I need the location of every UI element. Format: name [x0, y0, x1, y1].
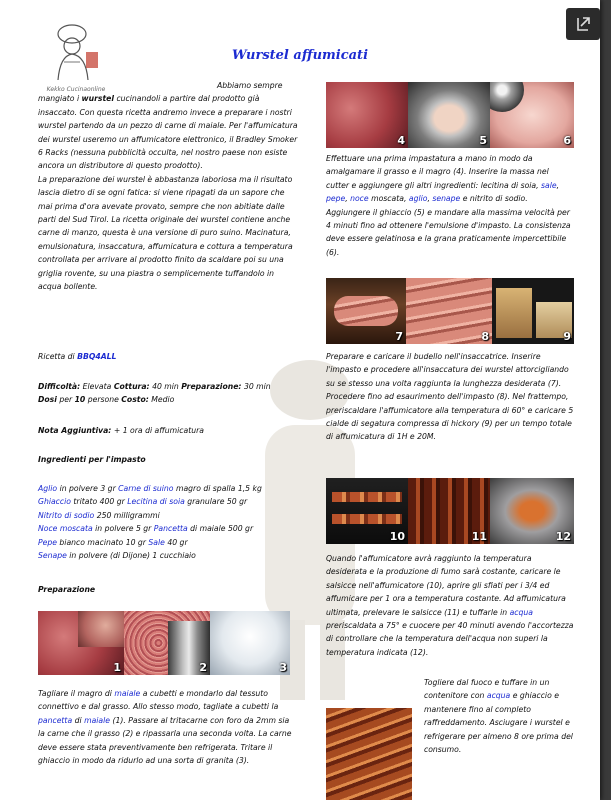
ingredient-line — [38, 495, 300, 508]
doses-prefix: per — [59, 395, 73, 405]
ingredient-text: 250 milligrammi — [94, 510, 160, 520]
step2-text: e nitrito di sodio. Aggiungere il ghiaccio (5) e mandare alla massima velocità per 4 minuti fino ad ottenere l'emulsione d'impasto. La consistenza deve essere gelatinosa e la grana praticamente impercettibile (6). — [326, 194, 571, 257]
ingredient-link[interactable]: Ghiaccio — [38, 497, 71, 507]
prep-title — [38, 583, 298, 596]
step1-paragraph — [38, 687, 296, 767]
doses-unit: persone — [87, 395, 119, 405]
step-4-text — [326, 552, 574, 659]
ingredient-line — [38, 536, 300, 549]
author-label: Ricetta di — [38, 352, 75, 361]
notes-text: + 1 ora di affumicatura — [113, 426, 204, 435]
step5-text: Togliere dal fuoco e tuffare in un contenitore con — [424, 678, 550, 701]
notes-line — [38, 424, 298, 437]
photo-9-hickory-bisquettes — [492, 278, 574, 344]
step4-paragraph — [326, 552, 574, 659]
recipe-meta — [38, 380, 300, 407]
ingredient-link[interactable]: Nitrito di sodio — [38, 510, 95, 520]
ingredient-link[interactable]: Pepe — [38, 537, 57, 547]
step5-link[interactable]: acqua — [486, 691, 511, 701]
ingredient-line — [38, 482, 300, 495]
step2-link[interactable]: noce — [350, 194, 369, 204]
ingredient-text: bianco macinato 10 gr — [56, 537, 149, 547]
step1-link[interactable]: pancetta — [38, 715, 73, 725]
ingredient-line — [38, 522, 300, 535]
step5-paragraph — [424, 676, 574, 756]
step-5-text — [424, 676, 574, 756]
step2-link[interactable]: aglio — [408, 194, 428, 204]
photo-8-raw-sausages — [406, 278, 492, 344]
photo-3-crushed-ice — [210, 611, 290, 675]
photo-8-number: 8 — [481, 330, 489, 343]
ingredient-line — [38, 549, 300, 562]
photo-10-smoker — [326, 478, 408, 544]
ingredient-link[interactable]: Lecitina di soia — [127, 497, 185, 507]
intro-bold-word: wurstel — [81, 94, 115, 104]
ingredients-list — [38, 482, 300, 562]
step2-paragraph — [326, 152, 572, 259]
photo-2-number: 2 — [199, 661, 207, 674]
step-2-text — [326, 152, 572, 259]
intro-text — [38, 79, 298, 294]
step4-text: Quando l'affumicatore avrà raggiunto la temperatura desiderata e la produzione di fumo sarà costante, caricare le salsicce nell'affumicatore (10), aprire gli sfiati per i 3/4 ed affumicare per 1 ora a temperatura costante. Ad affumicatura ultimata, prelevare le salsicce (11) e tuffarle in — [326, 554, 566, 617]
photo-4-mixed-meat — [326, 82, 408, 148]
step2-link[interactable]: pepe — [326, 194, 346, 204]
expand-icon — [566, 8, 600, 40]
photo-10-number: 10 — [389, 530, 405, 543]
ingredient-text: magro di spalla 1,5 kg — [173, 484, 262, 493]
step1-link[interactable]: maiale — [84, 715, 110, 725]
step2-text: , — [427, 194, 433, 204]
photo-11-number: 11 — [471, 530, 487, 543]
photo-5-number: 5 — [479, 134, 487, 147]
step1-text: di — [72, 715, 85, 725]
prep-label: Preparazione: — [181, 382, 242, 391]
intro-rest: cucinandoli a partire dal prodotto già insaccato. Con questa ricetta andremo invece a preparare i nostri wurstel partendo da un pezzo di carne di maiale. Per l'affumicatura dei wurstel useremo un affumicatore elettronico, il Bradley Smoker 6 Racks (nessuna pubblicità occulta, nel nostro paese non esiste ancora un distributore di questo prodotto). — [38, 94, 298, 171]
ingredient-text: 40 gr — [164, 537, 188, 547]
ingredient-text: tritato 400 gr — [70, 497, 128, 507]
ingredient-text: in polvere (di Dijone) 1 cucchiaio — [66, 551, 196, 561]
ingredient-link[interactable]: Pancetta — [153, 524, 188, 534]
step1-link[interactable]: maiale — [114, 689, 141, 698]
step4-link[interactable]: acqua — [509, 607, 533, 617]
photo-12-number: 12 — [555, 530, 571, 543]
cook-label: Cottura: — [113, 382, 150, 391]
ingredient-line — [38, 509, 300, 522]
ingredient-link[interactable]: Carne di suino — [118, 484, 174, 493]
photo-7-number: 7 — [395, 330, 403, 343]
doses-label: Dosi — [38, 395, 57, 405]
logo-caption: Kekko Cucinaonline — [46, 86, 106, 93]
photo-9-number: 9 — [563, 330, 571, 343]
ingredient-link[interactable]: Noce moscata — [38, 524, 93, 534]
photo-1-diced-meat — [38, 611, 124, 675]
step1-text: a cubetti e mondarlo dal tessuto connettivo e dal grasso. Allo stesso modo, tagliate a cubetti la — [38, 689, 279, 712]
intro-lead: Abbiamo sempre mangiato i — [38, 81, 283, 104]
step2-text: , — [345, 194, 351, 204]
cost-value: Medio — [151, 395, 175, 405]
difficulty-label: Difficoltà: — [38, 382, 81, 391]
photo-6-number: 6 — [563, 134, 571, 147]
step3-text: Preparare e caricare il budello nell'insaccatrice. Inserire l'impasto e procedere all'insaccatura dei wurstel attorcigliando su se stesso una volta raggiunta la lunghezza desiderata (7). Procedere fino ad esaurimento dell'impasto (8). Nel frattempo, preriscaldare l'affumicatore alla temperatura di 60° e caricare 5 cialde di segatura compressa di hickory (9) per un tempo totale di affumicatura di 1H e 20M. — [326, 352, 574, 442]
step-3-text — [326, 350, 574, 444]
photo-6-emulsion — [490, 82, 574, 148]
photo-12-cooking-water — [490, 478, 574, 544]
photo-1-number: 1 — [113, 661, 121, 674]
ingredients-title — [38, 453, 298, 466]
notes-label: Nota Aggiuntiva: — [38, 426, 112, 435]
photo-4-number: 4 — [397, 134, 405, 147]
photo-5-cutter-ice — [408, 82, 490, 148]
ingredient-text: in polvere 3 gr — [57, 484, 119, 493]
prep-value: 30 min — [243, 382, 271, 391]
ingredient-text: in polvere 5 gr — [92, 524, 154, 534]
step2-link[interactable]: sale — [541, 180, 557, 190]
photo-finished-wurstel — [326, 708, 412, 800]
ingredients-title-text: Ingredienti per l'impasto — [38, 455, 146, 464]
step2-link[interactable]: senape — [432, 194, 461, 204]
photo-11-smoked-sausages — [408, 478, 490, 544]
step3-paragraph — [326, 350, 574, 444]
photo-3-number: 3 — [279, 661, 287, 674]
step5-text: e ghiaccio e mantenere fino al completo raffreddamento. Asciugare i wurstel e refrigerare per almeno 8 ore prima del consumo. — [424, 691, 573, 755]
ingredient-link[interactable]: Aglio — [38, 484, 58, 493]
author-line — [38, 350, 298, 363]
ingredient-text: di maiale 500 gr — [187, 524, 254, 534]
step2-text: , — [556, 180, 560, 190]
page-title: Wurstel affumicati — [231, 48, 369, 63]
fullscreen-button[interactable] — [566, 8, 600, 40]
intro-para2: La preparazione dei wurstel è abbastanza laboriosa ma il risultato lascia dietro di se ogni fatica: si viene ripagati da un sapore che mai prima d'ora avevate provato, sempre che non abitiate dalle parti del Sud Tirol. La ricetta originale dei wurstel contiene anche carne di manzo, questa è una versione di puro suino. Macinatura, emulsionatura, insaccatura, affumicatura e cottura a temperatura controllata per arrivare al prodotto finito da scaldare poi su una griglia rovente, su una piastra o semplicemente tuffandolo in acqua bollente. — [38, 174, 293, 292]
step2-text: Effettuare una prima impastatura a mano in modo da amalgamare il grasso e il magro (4). Inserire la massa nel cutter e aggiungere gli altri ingredienti: lecitina di soia, — [326, 154, 549, 190]
ingredient-link[interactable]: Senape — [38, 551, 67, 561]
cost-label: Costo: — [121, 395, 149, 405]
doses-count: 10 — [74, 395, 86, 405]
ingredient-text: granulare 50 gr — [184, 497, 248, 507]
step4-text: preriscaldata a 75° e cuocere per 40 minuti avendo l'accortezza di controllare che la temperatura dell'acqua non superi la temperatura indicata (12). — [326, 621, 574, 657]
step2-text: moscata, — [368, 194, 409, 204]
photo-2-ground-meat — [124, 611, 210, 675]
step1-text: (1). Passare al tritacarne con foro da 2mm sia la carne che il grasso (2) e ripassarla una seconda volta. La carne deve essere stata preventivamente ben refrigerata. Tritare il ghiaccio in modo da ridurlo ad una sorta di granita (3). — [38, 715, 292, 766]
cook-value: 40 min — [152, 382, 179, 391]
step-1-text — [38, 687, 296, 767]
prep-title-text: Preparazione — [38, 585, 96, 594]
difficulty-value: Elevata — [82, 382, 112, 391]
author-link[interactable]: BBQ4ALL — [77, 352, 117, 361]
step1-text: Tagliare il magro di — [38, 689, 115, 698]
photo-7-stuffing — [326, 278, 406, 344]
ingredient-link[interactable]: Sale — [148, 537, 165, 547]
